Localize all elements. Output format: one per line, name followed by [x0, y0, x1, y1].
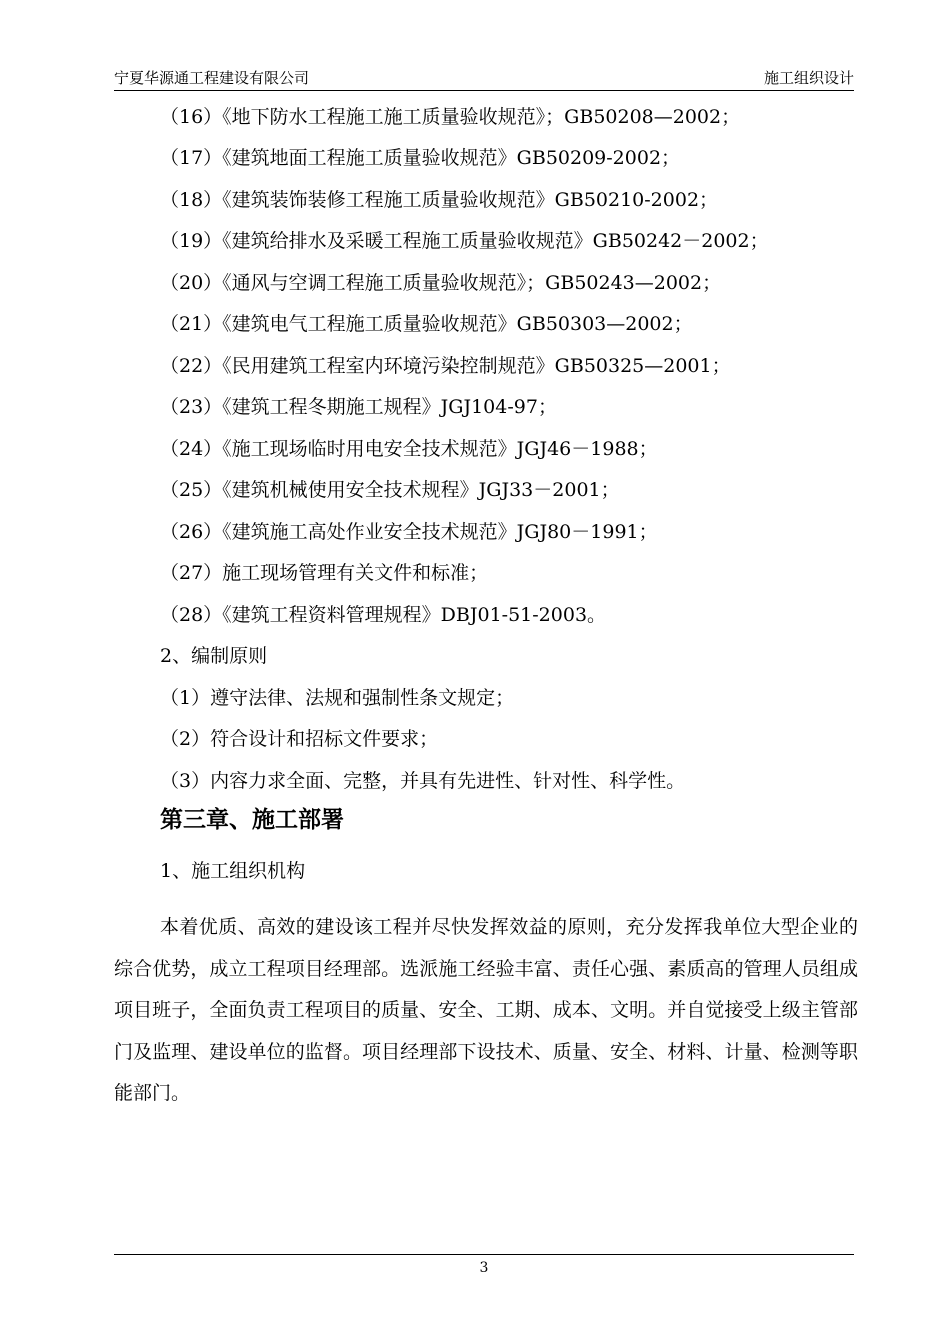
- reference-item: （21）《建筑电气工程施工质量验收规范》GB50303—2002；: [160, 313, 693, 335]
- principles-heading: 2、编制原则: [160, 645, 268, 667]
- principle-item: （1）遵守法律、法规和强制性条文规定；: [160, 687, 515, 709]
- reference-item: （25）《建筑机械使用安全技术规程》JGJ33－2001；: [160, 479, 620, 501]
- section-heading: 1、施工组织机构: [160, 860, 306, 882]
- reference-item: （28）《建筑工程资料管理规程》DBJ01-51-2003。: [160, 604, 607, 626]
- chapter-title: 第三章、施工部署: [160, 807, 344, 833]
- reference-item: （27）施工现场管理有关文件和标准；: [160, 562, 489, 584]
- reference-item: （22）《民用建筑工程室内环境污染控制规范》GB50325—2001；: [160, 355, 731, 377]
- principle-item: （3）内容力求全面、完整，并具有先进性、针对性、科学性。: [160, 770, 686, 792]
- body-paragraph: 本着优质、高效的建设该工程并尽快发挥效益的原则，充分发挥我单位大型企业的综合优势，成立工程项目经理部。选派施工经验丰富、责任心强、素质高的管理人员组成项目班子，全面负责工程项目的质量、安全、工期、成本、文明。并自觉接受上级主管部门及监理、建设单位的监督。项目经理部下设技术、质量、安全、材料、计量、检测等职能部门。: [114, 916, 858, 1104]
- reference-item: （20）《通风与空调工程施工质量验收规范》；GB50243—2002；: [160, 272, 722, 294]
- header-company: 宁夏华源通工程建设有限公司: [114, 69, 310, 87]
- page-header: [114, 68, 854, 91]
- principle-item: （2）符合设计和招标文件要求；: [160, 728, 439, 750]
- header-doc-title: 施工组织设计: [763, 69, 854, 87]
- reference-item: （24）《施工现场临时用电安全技术规范》JGJ46－1988；: [160, 438, 658, 460]
- reference-item: （16）《地下防水工程施工施工质量验收规范》；GB50208—2002；: [160, 106, 741, 128]
- reference-item: （17）《建筑地面工程施工质量验收规范》GB50209-2002；: [160, 147, 681, 169]
- reference-item: （26）《建筑施工高处作业安全技术规范》JGJ80－1991；: [160, 521, 658, 543]
- reference-item: （23）《建筑工程冬期施工规程》JGJ104-97；: [160, 396, 557, 418]
- page-number: 3: [479, 1260, 489, 1276]
- reference-item: （18）《建筑装饰装修工程施工质量验收规范》GB50210-2002；: [160, 189, 719, 211]
- reference-item: （19）《建筑给排水及采暖工程施工质量验收规范》GB50242－2002；: [160, 230, 769, 252]
- footer-divider: [114, 1254, 854, 1255]
